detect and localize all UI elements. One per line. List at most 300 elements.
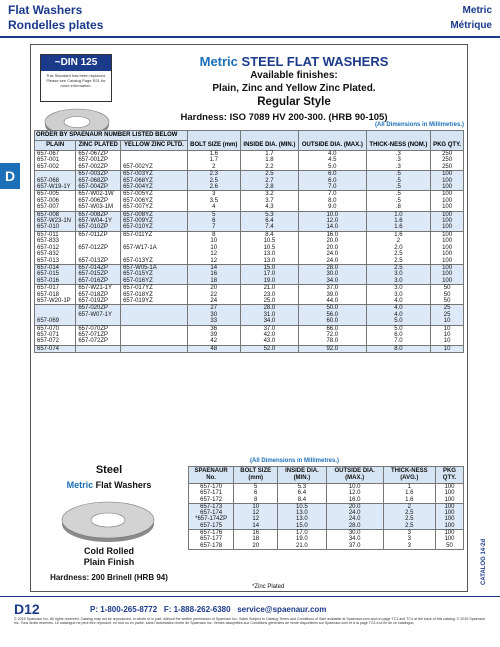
table-cell: .5 — [366, 184, 431, 191]
table-cell: 24.0 — [298, 251, 366, 257]
email-link[interactable]: service@spaenaur.com — [237, 605, 327, 614]
table-cell: 100 — [431, 251, 464, 257]
table-cell: 10 — [187, 238, 240, 244]
table-cell: 33 — [187, 318, 240, 325]
table-cell: 56.0 — [298, 312, 366, 318]
table-cell: 657-015YZ — [121, 271, 188, 277]
all-dims-note: (All Dimensions in Millimetres.) — [374, 122, 464, 128]
table-cell: 17.0 — [240, 271, 298, 277]
table-cell: 250 — [431, 157, 464, 163]
table-cell: 657-018 — [35, 292, 76, 298]
table-cell: 28.0 — [240, 305, 298, 312]
table-cell: 657-067ZP — [76, 151, 121, 158]
table-cell: 4.0 — [298, 151, 366, 158]
header-title-fr: Rondelles plates — [8, 18, 104, 32]
table-cell: 657-015ZP — [76, 271, 121, 277]
table-cell: 10.0 — [298, 211, 366, 218]
table-cell: 13.0 — [240, 251, 298, 257]
order-header: ORDER BY SPAENAUR NUMBER LISTED BELOW — [35, 131, 188, 141]
legal-text: © 2015 Spaenaur Inc. All rights reserved. Catalog may not be reproduced, in whole or in part, without the written permission of Spaenaur Inc. Sales Subject to Catalog Terms and Conditions of Sale available at Spaenaur.com and on page TC3 and TC4 at the back of this catalog. © 2015 Spaenaur Inc. Tous droits réservés. Le catalogue ne peut être reproduit, en tout ou en partie, sans l'autorisation écrite de Spaenaur Inc. Ventes assujetties aux Conditions générales de vente disponibles sur Spaenaur.com et à la page TC4 à la fin de ce catalogue. — [14, 617, 485, 626]
table-cell: 657-015 — [35, 271, 76, 277]
table-cell: 657-020ZP — [76, 305, 121, 312]
phone: P: 1-800-265-8772 — [90, 605, 158, 614]
header-left — [8, 3, 103, 33]
table-cell: 2.5 — [366, 251, 431, 257]
table-cell: 10 — [431, 325, 464, 332]
table-cell: 10 — [431, 338, 464, 345]
all-dims-note-2: (All Dimensions in Millimetres.) — [250, 458, 340, 464]
table-cell: .5 — [366, 191, 431, 198]
table-cell: 100 — [431, 198, 464, 204]
table-cell: 2 — [383, 503, 435, 510]
table-cell: 5.0 — [366, 325, 431, 332]
table-cell: 657-017YZ — [121, 285, 188, 292]
table-cell: 2.5 — [187, 178, 240, 184]
table-cell: 657-W23-1N — [35, 218, 76, 224]
table-cell: 2.5 — [383, 510, 435, 516]
table-cell: 657-833 — [35, 238, 76, 244]
table-cell: 2.8 — [240, 184, 298, 191]
table-cell: 250 — [431, 151, 464, 158]
finishes-label: Available finishes: — [250, 70, 338, 81]
table-cell: 10.5 — [278, 503, 327, 510]
table-cell: 657-170 — [189, 484, 234, 491]
table-cell: 44.0 — [298, 298, 366, 305]
table-cell: 6.4 — [240, 218, 298, 224]
col-header: YELLOW ZINC PLTD. — [121, 141, 188, 151]
table-cell: 24.0 — [326, 510, 383, 516]
col-header: PKG QTY. — [435, 467, 463, 484]
table-cell: 92.0 — [298, 345, 366, 352]
table-cell: 657-W20-1P — [35, 298, 76, 305]
zinc-note: *Zinc Plated — [252, 584, 285, 590]
table-cell: 20 — [234, 543, 278, 550]
table-cell: 100 — [431, 231, 464, 238]
table-cell: 657-003YZ — [121, 171, 188, 178]
regular-washer-rows — [35, 151, 464, 353]
table-cell: 657-005 — [35, 191, 76, 198]
steel-washer-table — [188, 466, 464, 550]
col-header: INSIDE DIA. (MIN.) — [240, 131, 298, 151]
table-row — [35, 285, 464, 292]
header-right — [450, 3, 492, 33]
table-cell: 5.0 — [366, 318, 431, 325]
table-cell: 2 — [366, 238, 431, 244]
table-cell: 12 — [234, 516, 278, 522]
table-cell: 4.3 — [240, 204, 298, 211]
table-cell: 100 — [435, 490, 463, 496]
table-cell: 657-001 — [35, 157, 76, 163]
table-cell: 657-011ZP — [76, 231, 121, 238]
table-cell: 657-832 — [35, 251, 76, 257]
steel-metric: Metric — [66, 480, 94, 490]
din-label: ~DIN 125 — [41, 55, 111, 71]
table-cell: 657-010YZ — [121, 224, 188, 231]
table-cell: 24.0 — [326, 516, 383, 522]
table-cell: 6.0 — [298, 178, 366, 184]
regular-washer-table — [34, 130, 464, 353]
table-cell — [35, 171, 76, 178]
table-cell: 5.3 — [278, 484, 327, 491]
table-cell: 657-004ZP — [76, 184, 121, 191]
table-cell: 657-068ZP — [76, 178, 121, 184]
contacts — [90, 605, 326, 614]
table-cell: 50 — [431, 285, 464, 292]
table-cell: 657-069 — [35, 318, 76, 325]
table-cell: 2.2 — [240, 164, 298, 171]
table-cell: 657-014ZP — [76, 264, 121, 271]
catalog-side-label — [470, 490, 494, 590]
table-row — [35, 278, 464, 285]
table-cell: 18 — [187, 278, 240, 285]
title-rest: STEEL FLAT WASHERS — [241, 54, 389, 69]
table-cell: 100 — [431, 264, 464, 271]
table-cell: 37.0 — [326, 543, 383, 550]
table-cell: 22 — [187, 292, 240, 298]
table-cell: 31.0 — [240, 312, 298, 318]
table-cell: 100 — [435, 503, 463, 510]
table-cell: 100 — [431, 238, 464, 244]
table-cell: .3 — [366, 157, 431, 163]
table-cell: 25.0 — [240, 298, 298, 305]
table-cell: 657-012 — [35, 245, 76, 251]
table-cell — [121, 305, 188, 312]
table-cell: 100 — [435, 484, 463, 491]
table-cell: 100 — [431, 245, 464, 251]
table-cell: .5 — [366, 198, 431, 204]
table-cell: 657-018ZP — [76, 292, 121, 298]
table-cell: 2.5 — [383, 516, 435, 522]
table-cell: 100 — [431, 171, 464, 178]
table-cell: 4.5 — [298, 157, 366, 163]
table-cell: 17.0 — [278, 530, 327, 537]
table-cell: 657-007YZ — [121, 204, 188, 211]
table-cell: 50 — [431, 292, 464, 298]
table-cell: 100 — [431, 224, 464, 231]
table-cell: 16.0 — [298, 231, 366, 238]
table-cell: 3 — [383, 530, 435, 537]
table-cell: 657-008 — [35, 211, 76, 218]
table-cell: 3.0 — [366, 278, 431, 285]
col-header: BOLT SIZE (mm) — [187, 131, 240, 151]
table-cell: 16.0 — [326, 497, 383, 504]
table-cell: 657-002 — [35, 164, 76, 171]
table-cell: 2.0 — [366, 245, 431, 251]
table-cell: 657-016ZP — [76, 278, 121, 285]
table-cell — [121, 318, 188, 325]
table-cell: 1.0 — [366, 211, 431, 218]
table-row — [189, 530, 464, 537]
steel-washer-rows — [189, 484, 464, 550]
table-cell: 50 — [435, 543, 463, 550]
table-cell: 10.5 — [240, 245, 298, 251]
table-cell: 1.7 — [187, 157, 240, 163]
table-cell: 3.0 — [366, 271, 431, 277]
table-cell: 657-019ZP — [76, 298, 121, 305]
steel-title: Steel — [95, 464, 123, 476]
table-cell: 5.0 — [298, 164, 366, 171]
page-header — [0, 0, 500, 40]
table-row — [35, 224, 464, 231]
table-cell: 1.6 — [366, 224, 431, 231]
header-metric-en: Metric — [462, 5, 492, 16]
table-cell: 657-006ZP — [76, 198, 121, 204]
table-cell: 100 — [431, 278, 464, 285]
table-cell: 3.0 — [366, 285, 431, 292]
table-cell: 657-005YZ — [121, 191, 188, 198]
table-cell: 10 — [187, 245, 240, 251]
table-cell: 12.0 — [326, 490, 383, 496]
table-cell: 10.0 — [326, 484, 383, 491]
table-cell — [121, 325, 188, 332]
table-cell: 657-011YZ — [121, 231, 188, 238]
table-cell: 7.0 — [298, 184, 366, 191]
plain-finish: Plain Finish — [83, 557, 135, 567]
table-cell: 657-W07-1Y — [76, 312, 121, 318]
table-cell: 3 — [187, 191, 240, 198]
table-cell: 12 — [234, 510, 278, 516]
table-cell: 657-178 — [189, 543, 234, 550]
table-cell: 657-018YZ — [121, 292, 188, 298]
table-cell: 4.0 — [366, 298, 431, 305]
table-cell: 36 — [187, 325, 240, 332]
table-cell: 657-071ZP — [76, 332, 121, 338]
table-cell: 657-176 — [189, 530, 234, 537]
table-cell: 7.0 — [366, 338, 431, 345]
table-cell: 657-070ZP — [76, 325, 121, 332]
table-cell: .5 — [366, 171, 431, 178]
table-row — [189, 523, 464, 530]
table-cell: 100 — [435, 536, 463, 542]
finishes-list: Plain, Zinc and Yellow Zinc Plated. — [212, 83, 376, 94]
table-cell: 19.0 — [240, 278, 298, 285]
table-cell: 657-068YZ — [121, 178, 188, 184]
table-cell: 100 — [431, 218, 464, 224]
table-cell: 6 — [187, 218, 240, 224]
table-cell: 10 — [431, 318, 464, 325]
table-cell: 657-009YZ — [121, 218, 188, 224]
din-box — [40, 54, 112, 102]
table-cell — [76, 318, 121, 325]
table-cell: 657-006YZ — [121, 198, 188, 204]
col-header: BOLT SIZE (mm) — [234, 467, 278, 484]
catalog-side-text: CATALOG 14-2d — [481, 538, 487, 585]
table-cell: 13.0 — [278, 516, 327, 522]
table-cell: 2.5 — [366, 258, 431, 265]
table-cell: 37.0 — [240, 325, 298, 332]
table-cell: 657-010ZP — [76, 224, 121, 231]
table-cell: 657-014 — [35, 264, 76, 271]
table-cell: 7.4 — [240, 224, 298, 231]
fax: F: 1-888-262-6380 — [163, 605, 231, 614]
table-cell: 4 — [187, 204, 240, 211]
table-cell: 18 — [234, 536, 278, 542]
table-cell: 2.5 — [366, 264, 431, 271]
steel-sub-text: Flat Washers — [95, 480, 152, 490]
col-header: THICK-NESS (NOM.) — [366, 131, 431, 151]
table-cell — [121, 151, 188, 158]
table-cell: 20.0 — [298, 238, 366, 244]
table-cell: 657-012ZP — [76, 245, 121, 251]
table-cell: 14.0 — [298, 224, 366, 231]
table-cell: 657-070 — [35, 325, 76, 332]
table-cell: 8 — [234, 497, 278, 504]
table-cell: 6.0 — [366, 332, 431, 338]
table-cell: 14 — [234, 523, 278, 530]
table-cell: .8 — [366, 204, 431, 211]
table-row — [35, 171, 464, 178]
table-cell: .3 — [366, 151, 431, 158]
table-cell: 1.7 — [240, 151, 298, 158]
table-cell: 1 — [383, 484, 435, 491]
table-cell: 6.4 — [278, 490, 327, 496]
table-cell: 19.0 — [278, 536, 327, 542]
cold-rolled: Cold Rolled — [84, 546, 134, 556]
table-cell: 15.0 — [240, 264, 298, 271]
table-cell: 13.0 — [278, 510, 327, 516]
table-cell: 8.0 — [298, 198, 366, 204]
col-header: OUTSIDE DIA. (MAX.) — [326, 467, 383, 484]
table-cell: 4.0 — [366, 305, 431, 312]
table-row — [35, 204, 464, 211]
header-rule — [0, 36, 500, 38]
table-cell: 2.5 — [383, 523, 435, 530]
table-cell: 657-017 — [35, 285, 76, 292]
table-cell: 657-W03-1M — [76, 204, 121, 211]
table-cell: 15.0 — [278, 523, 327, 530]
table-cell: 3.2 — [240, 191, 298, 198]
table-cell: 30 — [187, 312, 240, 318]
table-cell: 50 — [431, 298, 464, 305]
table-cell: 30.0 — [298, 271, 366, 277]
table-cell: 7.0 — [298, 191, 366, 198]
table-cell: 60.0 — [298, 318, 366, 325]
table-cell: 39 — [187, 332, 240, 338]
table-cell: 21.0 — [278, 543, 327, 550]
table-cell: 72.0 — [298, 332, 366, 338]
header-metric-fr: Métrique — [450, 20, 492, 31]
col-header: ZINC PLATED — [76, 141, 121, 151]
table-cell: 13.0 — [240, 258, 298, 265]
table-cell: 657-007 — [35, 204, 76, 211]
table-cell: 100 — [431, 184, 464, 191]
table-cell: 100 — [431, 211, 464, 218]
table-cell: 10.5 — [240, 238, 298, 244]
title-metric: Metric — [199, 54, 238, 69]
style-label: Regular Style — [257, 96, 331, 108]
table-cell: 12.0 — [298, 218, 366, 224]
table-cell: 12 — [187, 251, 240, 257]
table-cell: 16 — [187, 271, 240, 277]
table-row — [35, 338, 464, 345]
table-cell: 20 — [187, 285, 240, 292]
steel-washer-image — [60, 498, 156, 544]
table-row — [189, 484, 464, 491]
table-cell: 3.7 — [240, 198, 298, 204]
table-cell: 8 — [187, 231, 240, 238]
table-cell: 657-013ZP — [76, 258, 121, 265]
table-cell: 2.7 — [240, 178, 298, 184]
table-cell: .5 — [366, 178, 431, 184]
table-row — [35, 305, 464, 312]
table-cell: 10 — [431, 345, 464, 352]
table-cell: 657-002ZP — [76, 164, 121, 171]
table-cell: 657-016 — [35, 278, 76, 285]
table-cell: 78.0 — [298, 338, 366, 345]
table-cell: 657-011 — [35, 231, 76, 238]
table-cell: 657-003ZP — [76, 171, 121, 178]
table-cell: 657-002YZ — [121, 164, 188, 171]
steel-hardness: Hardness: 200 Brinell (HRB 94) — [50, 573, 168, 582]
page-number: D12 — [14, 601, 40, 617]
col-header: PKG QTY. — [431, 131, 464, 151]
table-row — [35, 298, 464, 305]
table-cell: 657-074 — [35, 345, 76, 352]
table-cell: 6.0 — [298, 171, 366, 178]
table-cell: 657-001ZP — [76, 157, 121, 163]
table-cell: 3 — [383, 536, 435, 542]
table-row — [35, 318, 464, 325]
table-cell: 657-013YZ — [121, 258, 188, 265]
table-cell: 100 — [431, 271, 464, 277]
table-cell: 5 — [234, 484, 278, 491]
table-cell: 3.0 — [366, 292, 431, 298]
table-cell: 37.0 — [298, 285, 366, 292]
table-cell: 66.0 — [298, 325, 366, 332]
table-cell: 2.3 — [187, 171, 240, 178]
table-cell: 48 — [187, 345, 240, 352]
table-cell: 24.0 — [298, 258, 366, 265]
table-cell: 8.4 — [240, 231, 298, 238]
table-cell: 25 — [431, 305, 464, 312]
col-header: PLAIN — [35, 141, 76, 151]
table-cell — [76, 345, 121, 352]
table-row — [189, 503, 464, 510]
table-cell: 657-175 — [189, 523, 234, 530]
table-cell: 39.0 — [298, 292, 366, 298]
table-cell: 657-W21-1Y — [76, 285, 121, 292]
table-cell: 1.6 — [366, 231, 431, 238]
table-cell: 657-W05-1A — [121, 264, 188, 271]
table-cell: 20.0 — [326, 503, 383, 510]
table-row — [35, 184, 464, 191]
table-cell: 14 — [187, 264, 240, 271]
table-cell — [35, 305, 76, 312]
table-cell — [121, 338, 188, 345]
table-cell: 34.0 — [326, 536, 383, 542]
table-row — [35, 325, 464, 332]
table-cell: 657-071 — [35, 332, 76, 338]
table-cell: 12 — [187, 258, 240, 265]
table-cell: 100 — [435, 510, 463, 516]
header-title-en: Flat Washers — [8, 3, 83, 17]
table-cell: 657-067 — [35, 151, 76, 158]
table-cell: 10 — [431, 332, 464, 338]
table-cell: 1.6 — [383, 497, 435, 504]
table-cell: 42 — [187, 338, 240, 345]
table-cell: 657-019YZ — [121, 298, 188, 305]
table-cell: 657-013 — [35, 258, 76, 265]
table-cell: 100 — [435, 516, 463, 522]
table-cell: 42.0 — [240, 332, 298, 338]
table-cell: 100 — [431, 178, 464, 184]
table-cell: 27 — [187, 305, 240, 312]
table-row — [35, 151, 464, 158]
col-header: SPAENAUR No. — [189, 467, 234, 484]
table-cell: 657-008ZP — [76, 211, 121, 218]
table-cell: 3 — [383, 543, 435, 550]
table-cell: 34.0 — [298, 278, 366, 285]
